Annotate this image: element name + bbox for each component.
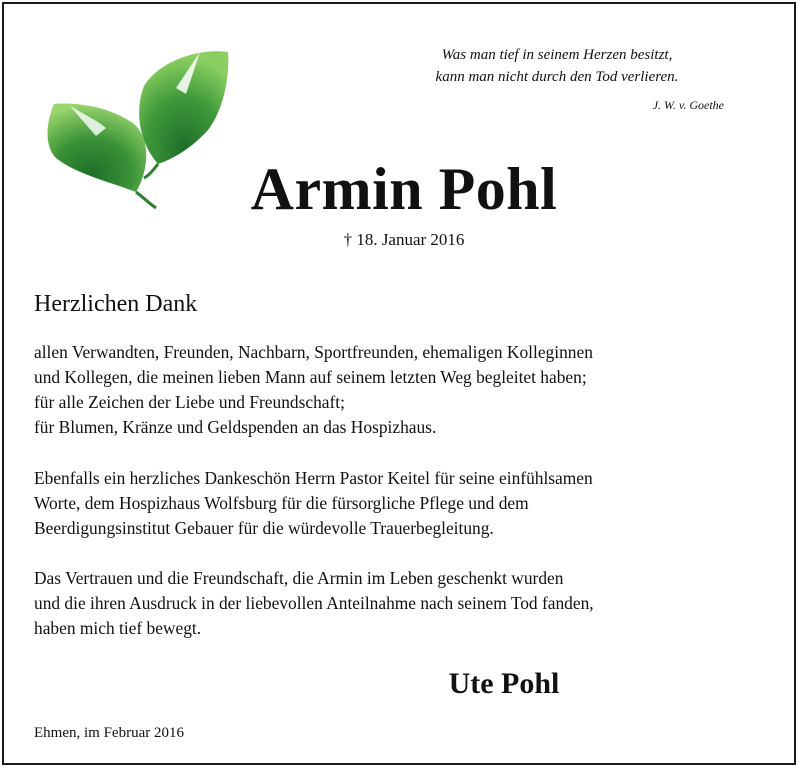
thanks-paragraph [34,340,754,440]
text-line: und die ihren Ausdruck in der liebevollen Anteilnahme nach seinem Tod fanden, [34,593,594,613]
quote-line: Was man tief in seinem Herzen besitzt, [441,47,673,63]
text-line: für alle Zeichen der Liebe und Freundschaft; [34,392,345,412]
quote-line: kann man nicht durch den Tod verlieren. [435,69,679,85]
thanks-paragraph [34,466,754,541]
quote-author: J. W. v. Goethe [652,98,724,112]
death-date: † 18. Januar 2016 [343,230,465,249]
text-line: haben mich tief bewegt. [34,618,202,638]
text-line: für Blumen, Kränze und Geldspenden an das Hospizhaus. [34,417,437,437]
text-line: Beerdigungsinstitut Gebauer für die würdevolle Trauerbegleitung. [34,518,494,538]
quote [392,44,722,88]
place-date: Ehmen, im Februar 2016 [34,725,184,741]
obituary-card [2,2,796,765]
deceased-name: Armin Pohl [250,156,558,222]
text-line: allen Verwandten, Freunden, Nachbarn, Sportfreunden, ehemaligen Kolleginnen [34,342,593,362]
text-line: Worte, dem Hospizhaus Wolfsburg für die fürsorgliche Pflege und dem [34,493,529,513]
thanks-heading: Herzlichen Dank [34,291,198,317]
thanks-paragraph [34,566,754,641]
text-line: und Kollegen, die meinen lieben Mann auf seinem letzten Weg begleitet haben; [34,367,587,387]
text-line: Das Vertrauen und die Freundschaft, die Armin im Leben geschenkt wurden [34,568,564,588]
text-line: Ebenfalls ein herzliches Dankeschön Herrn Pastor Keitel für seine einfühlsamen [34,468,593,488]
signer-name: Ute Pohl [448,667,560,700]
